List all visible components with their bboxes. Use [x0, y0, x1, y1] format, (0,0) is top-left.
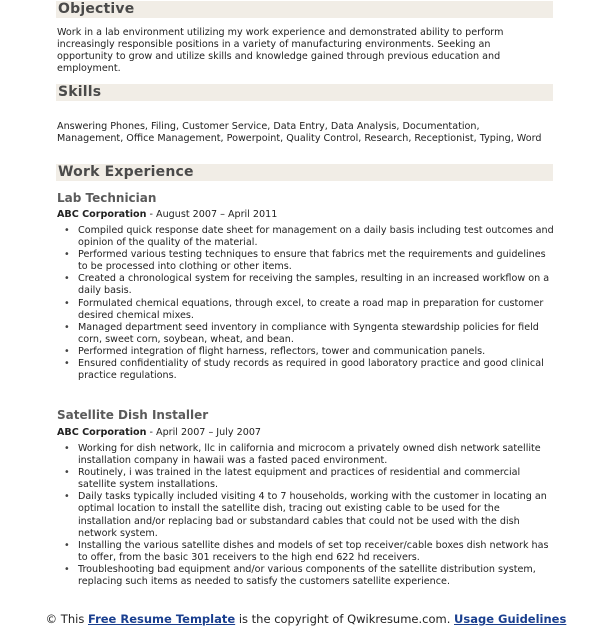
skills-text: Answering Phones, Filing, Customer Service, Data Entry, Data Analysis, Documentation, Management, Office Management, Powerpoint, Quality Control, Research, Receptionist, Typing, Word: [57, 121, 542, 144]
list-item: • Installing the various satellite dishes and models of set top receiver/cable boxes dish network has to offer, from the basic 301 receivers to the high end 622 hd receivers.: [57, 540, 554, 564]
company-name: ABC Corporation: [57, 427, 147, 438]
work-heading: Work Experience: [58, 164, 194, 180]
list-item: • Performed various testing techniques to ensure that fabrics met the requirements and guidelines to be processed into clothing or other items.: [57, 249, 554, 273]
list-item: • Formulated chemical equations, through excel, to create a road map in preparation for customer desired chemical mixes.: [57, 298, 554, 322]
list-item: • Performed integration of flight harness, reflectors, tower and communication panels.: [57, 346, 554, 358]
job-title: Satellite Dish Installer: [57, 408, 209, 422]
skills-header-bar: [56, 84, 553, 101]
company-name: ABC Corporation: [57, 209, 147, 220]
list-item: • Working for dish network, llc in california and microcom a privately owned dish network satellite installation company in hawaii was a fasted paced environment.: [57, 443, 554, 467]
list-item: • Created a chronological system for receiving the samples, resulting in an increased workflow on a daily basis.: [57, 273, 554, 297]
objective-heading: Objective: [58, 1, 135, 17]
list-item: • Daily tasks typically included visiting 4 to 7 households, working with the customer in locating an optimal location to install the satellite dish, tracing out existing cable to be used for the installation and/or replacing bad or substandard cables that could not be used with the dish network system.: [57, 491, 554, 539]
footer-middle: is the copyright of Qwikresume.com.: [235, 612, 455, 626]
job-bullets: [57, 225, 554, 382]
list-item: • Routinely, i was trained in the latest equipment and practices of residential and commercial satellite system installations.: [57, 467, 554, 491]
list-item: • Ensured confidentiality of study records as required in good laboratory practice and good clinical practice regulations.: [57, 358, 554, 382]
job-dates: - August 2007 – April 2011: [146, 209, 278, 220]
list-item: • Managed department seed inventory in compliance with Syngenta stewardship policies for field corn, sweet corn, soybean, wheat, and bean.: [57, 322, 554, 346]
list-item: • Troubleshooting bad equipment and/or various components of the satellite distribution system, replacing such items as needed to satisfy the customers satellite experience.: [57, 564, 554, 588]
job-title: Lab Technician: [57, 191, 157, 205]
objective-text: Work in a lab environment utilizing my work experience and demonstrated ability to perform increasingly responsible positions in a variety of manufacturing environments. Seeking an opportunity to grow and utilize skills and knowledge gained through previous education and employment.: [57, 27, 504, 74]
skills-heading: Skills: [58, 84, 102, 100]
job-dates: - April 2007 – July 2007: [146, 427, 262, 438]
list-item: • Compiled quick response date sheet for management on a daily basis including test outcomes and opinion of the quality of the material.: [57, 225, 554, 249]
footer-prefix: © This: [45, 612, 88, 626]
job-bullets: [57, 443, 554, 588]
job-company-line: [57, 209, 277, 220]
usage-guidelines-link[interactable]: Usage Guidelines: [454, 612, 567, 626]
job-company-line: [57, 427, 261, 438]
free-resume-template-link[interactable]: Free Resume Template: [87, 612, 236, 626]
copyright-footer: [0, 612, 612, 626]
